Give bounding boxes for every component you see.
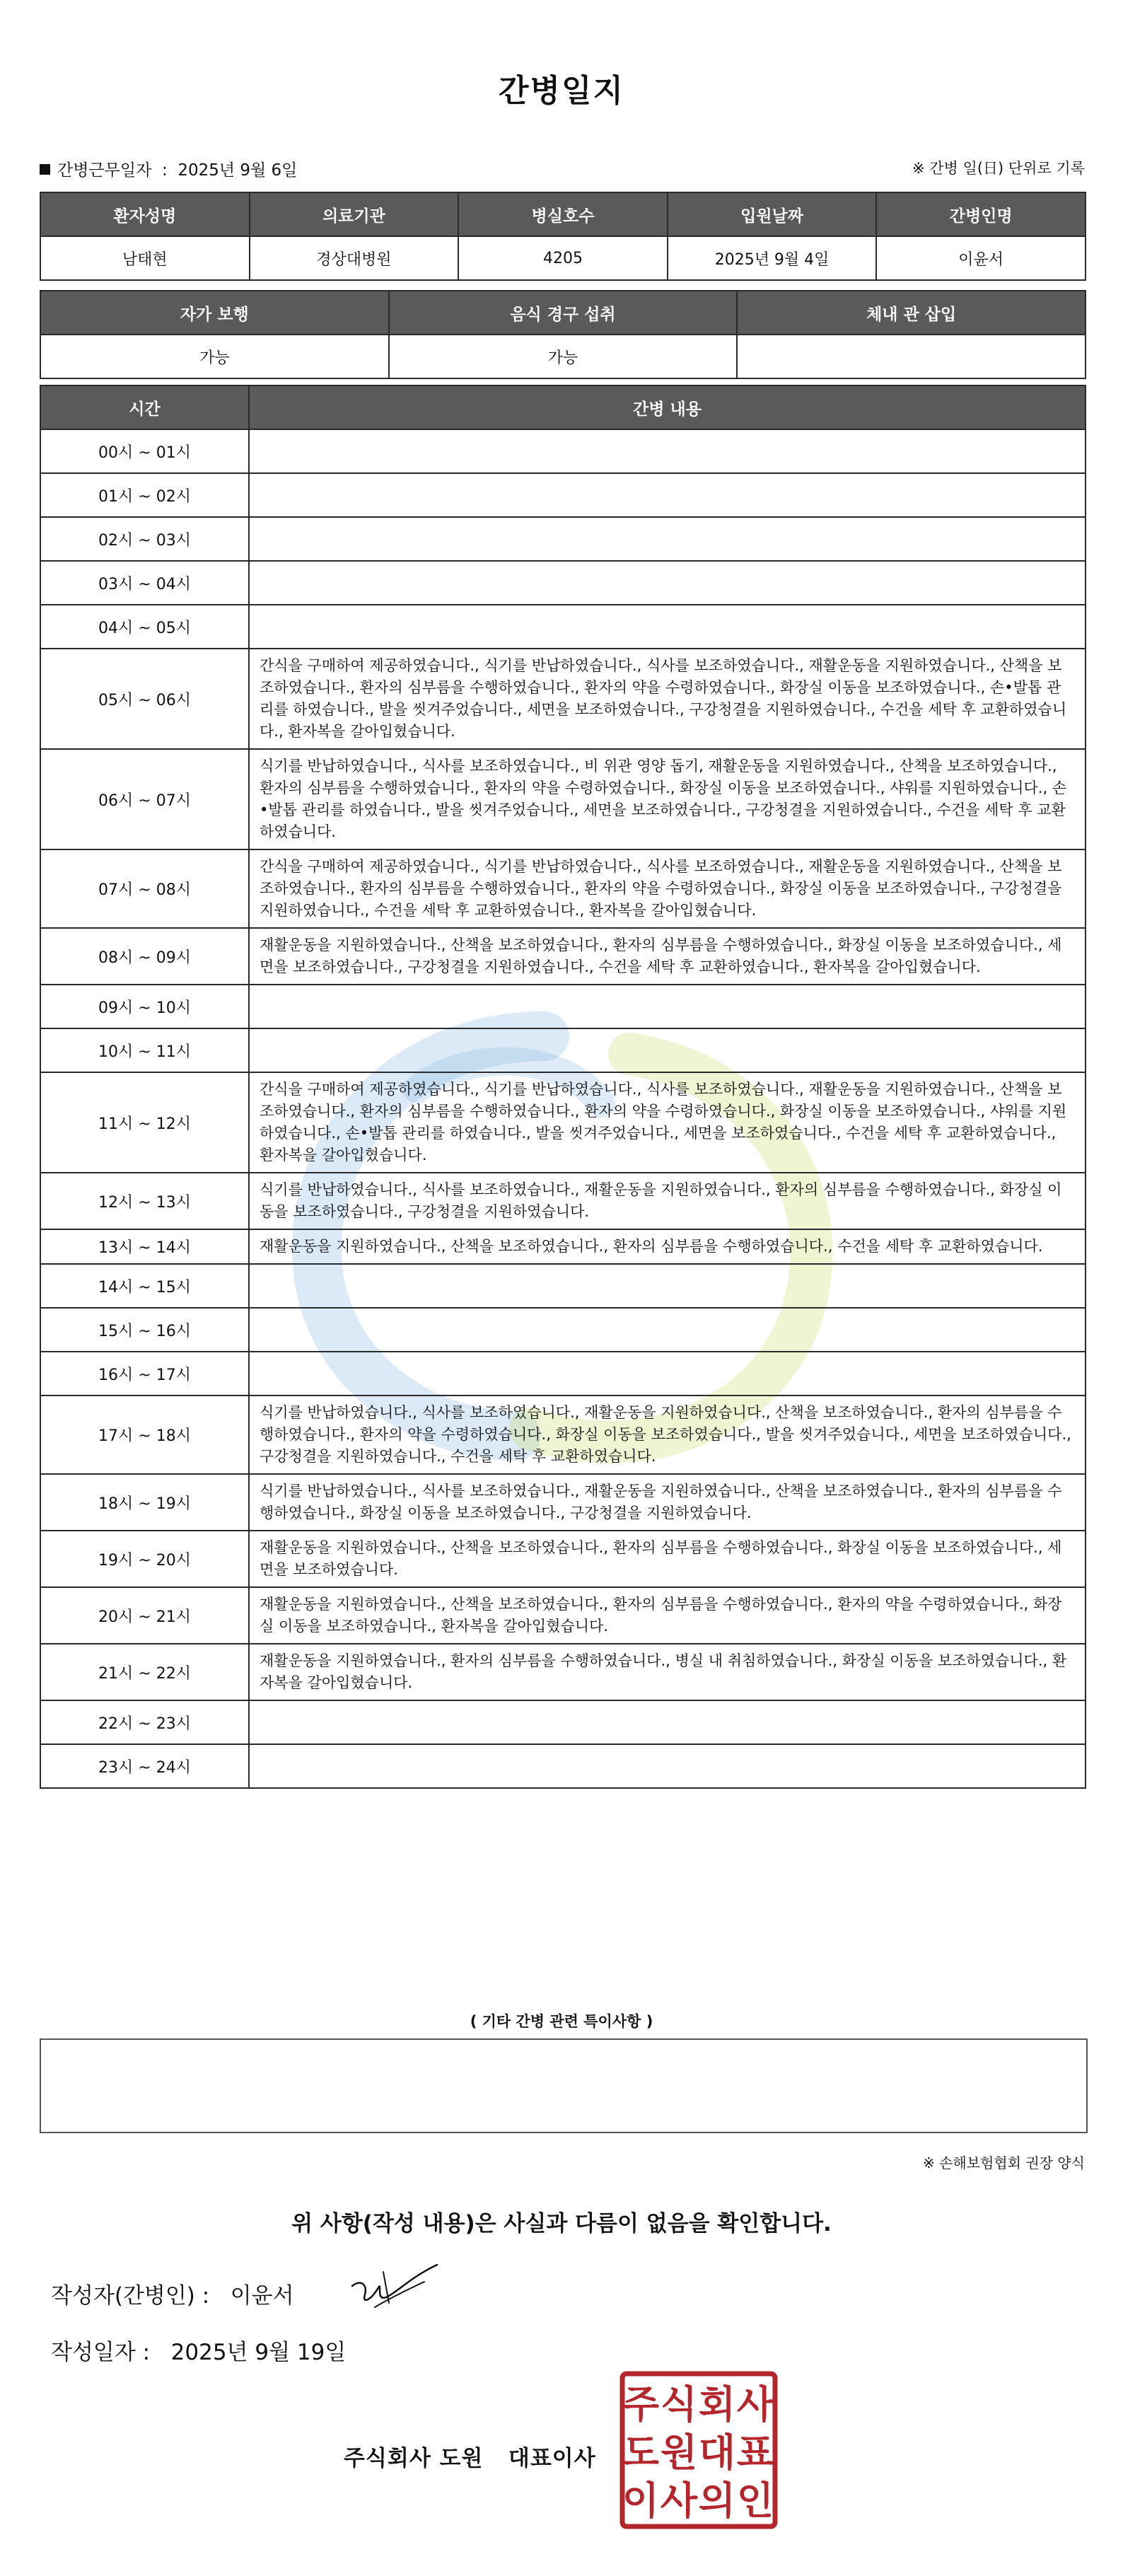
care-log-row: [40, 1644, 1086, 1700]
care-log-row: [40, 1396, 1086, 1474]
written-date-value: 2025년 9월 19일: [170, 2340, 347, 2365]
log-time: 15시 ~ 16시: [40, 1308, 249, 1352]
seal-char: 회: [698, 2382, 736, 2427]
log-content: [249, 605, 1086, 649]
log-time: 09시 ~ 10시: [40, 985, 249, 1028]
header-room: 병실호수: [458, 192, 668, 236]
care-log-table: [40, 385, 1086, 1789]
care-log-row: [40, 473, 1086, 517]
care-log-row: [40, 1308, 1086, 1352]
care-log-body: [40, 429, 1086, 1788]
patient-name: 남태현: [40, 236, 250, 280]
care-log-row: [40, 749, 1086, 849]
log-content: 재활운동을 지원하였습니다., 산책을 보조하였습니다., 환자의 심부름을 수행하였습니다., 환자의 약을 수령하였습니다., 화장실 이동을 보조하였습니다., 환자복을 갈아입혔습니다.: [249, 1587, 1086, 1644]
hospital: 경상대병원: [250, 236, 459, 280]
header-patient-name: 환자성명: [40, 192, 250, 236]
patient-info-value-row: [40, 236, 1086, 280]
square-bullet-icon: [40, 164, 50, 175]
care-log-row: [40, 985, 1086, 1028]
ability-header-row: [40, 291, 1086, 335]
header-hospital: 의료기관: [250, 192, 459, 236]
author-name: 이윤서: [230, 2283, 294, 2309]
log-content: [249, 1308, 1086, 1352]
handwritten-signature: [347, 2258, 443, 2317]
log-time: 22시 ~ 23시: [40, 1700, 249, 1744]
work-date-value: 2025년 9월 6일: [178, 161, 298, 180]
remarks-box: [40, 2038, 1088, 2133]
ability-table: [40, 290, 1086, 379]
patient-info-table: [40, 192, 1086, 281]
patient-info-header-row: [40, 192, 1086, 236]
seal-char: 이: [622, 2478, 660, 2523]
log-time: 12시 ~ 13시: [40, 1173, 249, 1229]
care-log-row: [40, 849, 1086, 928]
care-log-row: [40, 1587, 1086, 1644]
log-content: 재활운동을 지원하였습니다., 산책을 보조하였습니다., 환자의 심부름을 수행하였습니다., 화장실 이동을 보조하였습니다., 세면을 보조하였습니다.: [249, 1531, 1086, 1587]
care-log-row: [40, 928, 1086, 985]
log-time: 14시 ~ 15시: [40, 1264, 249, 1308]
log-content: [249, 985, 1086, 1028]
log-content: 재활운동을 지원하였습니다., 환자의 심부름을 수행하였습니다., 병실 내 취침하였습니다., 화장실 이동을 보조하였습니다., 환자복을 갈아입혔습니다.: [249, 1644, 1086, 1700]
log-time: 04시 ~ 05시: [40, 605, 249, 649]
log-time: 01시 ~ 02시: [40, 473, 249, 517]
log-time: 19시 ~ 20시: [40, 1531, 249, 1587]
seal-char: 사: [660, 2478, 698, 2523]
header-caregiver: 간병인명: [876, 192, 1086, 236]
seal-char: 의: [698, 2478, 736, 2523]
log-content: [249, 561, 1086, 605]
care-log-row: [40, 429, 1086, 473]
author-line: [51, 2278, 294, 2309]
seal-char: 식: [660, 2382, 698, 2427]
room-number: 4205: [458, 236, 668, 280]
care-log-row: [40, 1028, 1086, 1072]
log-content: 간식을 구매하여 제공하였습니다., 식기를 반납하였습니다., 식사를 보조하였습니다., 재활운동을 지원하였습니다., 산책을 보조하였습니다., 환자의 심부름을 수행하였습니다., 환자의 약을 수령하였습니다., 화장실 이동을 보조하였습니다., 샤워를 지원하였습니다., 손•발톱 관리를 하였습니다., 발을 씻겨주었습니다., 세면을 보조하였습니다., 수건을 세탁 후 교환하였습니다., 환자복을 갈아입혔습니다.: [249, 1072, 1086, 1173]
log-time: 20시 ~ 21시: [40, 1587, 249, 1644]
recommend-note: ※ 손해보험협회 권장 양식: [922, 2154, 1085, 2171]
document-title: 간병일지: [498, 73, 624, 109]
care-log-row: [40, 1700, 1086, 1744]
ability-value-row: [40, 335, 1086, 378]
seal-char: 표: [736, 2430, 774, 2475]
log-content: [249, 429, 1086, 473]
log-content: 재활운동을 지원하였습니다., 산책을 보조하였습니다., 환자의 심부름을 수행하였습니다., 화장실 이동을 보조하였습니다., 세면을 보조하였습니다., 구강청결을 지원하였습니다., 수건을 세탁 후 교환하였습니다., 환자복을 갈아입혔습니다.: [249, 928, 1086, 985]
work-date-sep: :: [161, 161, 168, 180]
log-content: [249, 1352, 1086, 1396]
seal-char: 사: [736, 2382, 774, 2427]
seal-char: 원: [660, 2430, 698, 2475]
confirmation-statement: 위 사항(작성 내용)은 사실과 다름이 없음을 확인합니다.: [291, 2211, 832, 2236]
company-line: [344, 2440, 596, 2472]
admission-date: 2025년 9월 4일: [668, 236, 877, 280]
header-tube-insertion: 체내 관 삽입: [737, 291, 1086, 335]
author-label: 작성자(간병인) :: [51, 2283, 210, 2309]
log-content: [249, 1264, 1086, 1308]
seal-char: 도: [622, 2430, 660, 2475]
unit-note: ※ 간병 일(日) 단위로 기록: [912, 160, 1085, 177]
care-log-row: [40, 1531, 1086, 1587]
header-self-walking: 자가 보행: [40, 291, 389, 335]
header-time: 시간: [40, 385, 249, 429]
log-content: 간식을 구매하여 제공하였습니다., 식기를 반납하였습니다., 식사를 보조하였습니다., 재활운동을 지원하였습니다., 산책을 보조하였습니다., 환자의 심부름을 수행하였습니다., 환자의 약을 수령하였습니다., 화장실 이동을 보조하였습니다., 구강청결을 지원하였습니다., 수건을 세탁 후 교환하였습니다., 환자복을 갈아입혔습니다.: [249, 849, 1086, 928]
log-content: [249, 1700, 1086, 1744]
seal-char: 인: [736, 2478, 774, 2523]
care-log-row: [40, 1072, 1086, 1173]
care-log-row: [40, 1264, 1086, 1308]
log-time: 08시 ~ 09시: [40, 928, 249, 985]
tube-insertion-value: [737, 335, 1086, 378]
header-admission-date: 입원날짜: [668, 192, 877, 236]
log-time: 23시 ~ 24시: [40, 1744, 249, 1788]
log-time: 16시 ~ 17시: [40, 1352, 249, 1396]
remarks-title: ( 기타 간병 관련 특이사항 ): [470, 2013, 653, 2030]
care-log-row: [40, 561, 1086, 605]
log-time: 11시 ~ 12시: [40, 1072, 249, 1173]
log-content: 식기를 반납하였습니다., 식사를 보조하였습니다., 비 위관 영양 돕기, 재활운동을 지원하였습니다., 산책을 보조하였습니다., 환자의 심부름을 수행하였습니다., 환자의 약을 수령하였습니다., 화장실 이동을 보조하였습니다., 샤워를 지원하였습니다., 손•발톱 관리를 하였습니다., 발을 씻겨주었습니다., 세면을 보조하였습니다., 구강청결을 지원하였습니다., 수건을 세탁 후 교환하였습니다.: [249, 749, 1086, 849]
company-seal-stamp: [619, 2371, 778, 2529]
care-log-row: [40, 517, 1086, 561]
log-time: 07시 ~ 08시: [40, 849, 249, 928]
care-log-row: [40, 1474, 1086, 1531]
oral-intake-value: 가능: [389, 335, 738, 378]
seal-char: 대: [698, 2430, 736, 2475]
work-date-label: 간병근무일자: [57, 161, 152, 180]
care-log-row: [40, 1744, 1086, 1788]
care-log-row: [40, 1173, 1086, 1229]
company-title: 대표이사: [508, 2446, 596, 2471]
company-name: 주식회사 도원: [344, 2446, 484, 2471]
log-content: [249, 517, 1086, 561]
log-content: [249, 473, 1086, 517]
care-log-row: [40, 1352, 1086, 1396]
log-content: 식기를 반납하였습니다., 식사를 보조하였습니다., 재활운동을 지원하였습니다., 산책을 보조하였습니다., 환자의 심부름을 수행하였습니다., 환자의 약을 수령하였습니다., 화장실 이동을 보조하였습니다., 발을 씻겨주었습니다., 세면을 보조하였습니다., 구강청결을 지원하였습니다., 수건을 세탁 후 교환하였습니다.: [249, 1396, 1086, 1474]
log-time: 21시 ~ 22시: [40, 1644, 249, 1700]
work-date: [40, 157, 297, 180]
seal-char: 주: [622, 2382, 660, 2427]
log-content: 식기를 반납하였습니다., 식사를 보조하였습니다., 재활운동을 지원하였습니다., 환자의 심부름을 수행하였습니다., 화장실 이동을 보조하였습니다., 구강청결을 지원하였습니다.: [249, 1173, 1086, 1229]
log-time: 13시 ~ 14시: [40, 1229, 249, 1264]
log-content: 간식을 구매하여 제공하였습니다., 식기를 반납하였습니다., 식사를 보조하였습니다., 재활운동을 지원하였습니다., 산책을 보조하였습니다., 환자의 심부름을 수행하였습니다., 환자의 약을 수령하였습니다., 화장실 이동을 보조하였습니다., 손•발톱 관리를 하였습니다., 발을 씻겨주었습니다., 세면을 보조하였습니다., 구강청결을 지원하였습니다., 수건을 세탁 후 교환하였습니다., 환자복을 갈아입혔습니다.: [249, 649, 1086, 749]
caregiver-name: 이윤서: [876, 236, 1086, 280]
log-content: [249, 1744, 1086, 1788]
written-date-label: 작성일자 :: [51, 2340, 151, 2365]
log-content: 재활운동을 지원하였습니다., 산책을 보조하였습니다., 환자의 심부름을 수행하였습니다., 수건을 세탁 후 교환하였습니다.: [249, 1229, 1086, 1264]
care-log-header-row: [40, 385, 1086, 429]
log-content: 식기를 반납하였습니다., 식사를 보조하였습니다., 재활운동을 지원하였습니다., 산책을 보조하였습니다., 환자의 심부름을 수행하였습니다., 화장실 이동을 보조하였습니다., 구강청결을 지원하였습니다.: [249, 1474, 1086, 1531]
log-content: [249, 1028, 1086, 1072]
log-time: 18시 ~ 19시: [40, 1474, 249, 1531]
care-log-row: [40, 605, 1086, 649]
log-time: 10시 ~ 11시: [40, 1028, 249, 1072]
log-time: 03시 ~ 04시: [40, 561, 249, 605]
log-time: 06시 ~ 07시: [40, 749, 249, 849]
log-time: 05시 ~ 06시: [40, 649, 249, 749]
log-time: 02시 ~ 03시: [40, 517, 249, 561]
log-time: 17시 ~ 18시: [40, 1396, 249, 1474]
log-time: 00시 ~ 01시: [40, 429, 249, 473]
care-log-row: [40, 649, 1086, 749]
written-date-line: [51, 2334, 346, 2366]
self-walking-value: 가능: [40, 335, 389, 378]
care-log-row: [40, 1229, 1086, 1264]
header-care-content: 간병 내용: [249, 385, 1086, 429]
header-oral-intake: 음식 경구 섭취: [389, 291, 738, 335]
